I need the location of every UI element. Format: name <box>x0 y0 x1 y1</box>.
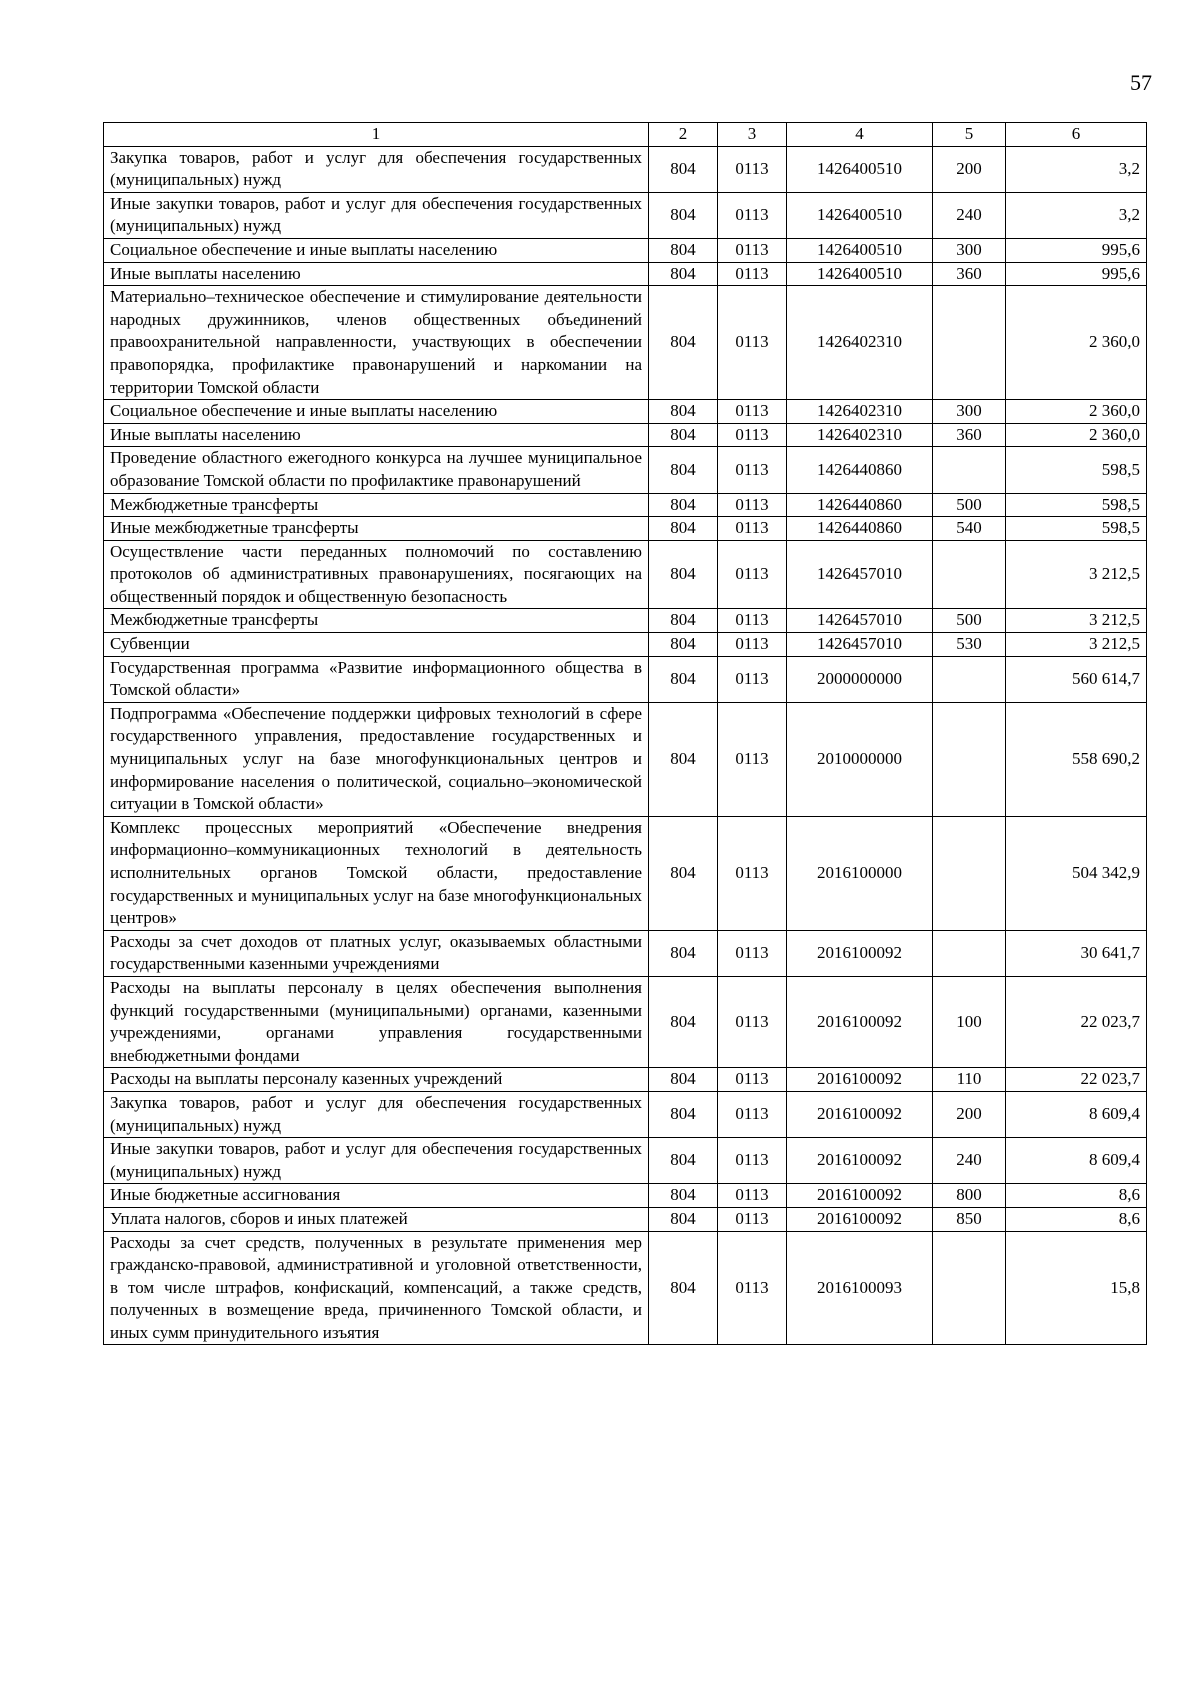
column-header-3: 3 <box>718 123 787 147</box>
row-col4-cell: 1426440860 <box>787 493 933 517</box>
table-row <box>104 930 1147 976</box>
row-col3-cell: 0113 <box>718 1068 787 1092</box>
row-name-cell: Расходы на выплаты персоналу казенных учреждений <box>104 1068 649 1092</box>
column-header-4: 4 <box>787 123 933 147</box>
row-name-cell: Социальное обеспечение и иные выплаты населению <box>104 238 649 262</box>
row-col3-cell: 0113 <box>718 1231 787 1345</box>
row-col6-cell: 3 212,5 <box>1006 633 1147 657</box>
row-col3-cell: 0113 <box>718 238 787 262</box>
row-col4-cell: 1426400510 <box>787 238 933 262</box>
row-col5-cell <box>933 930 1006 976</box>
row-col5-cell: 300 <box>933 400 1006 424</box>
row-col6-cell: 3 212,5 <box>1006 609 1147 633</box>
row-col6-cell: 22 023,7 <box>1006 976 1147 1067</box>
row-col3-cell: 0113 <box>718 1138 787 1184</box>
table-row <box>104 423 1147 447</box>
row-col2-cell: 804 <box>649 493 718 517</box>
row-col5-cell <box>933 656 1006 702</box>
row-col6-cell: 8,6 <box>1006 1184 1147 1208</box>
row-name-cell: Закупка товаров, работ и услуг для обеспечения государственных (муниципальных) нужд <box>104 146 649 192</box>
row-name-cell: Иные закупки товаров, работ и услуг для обеспечения государственных (муниципальных) нужд <box>104 1138 649 1184</box>
row-col2-cell: 804 <box>649 400 718 424</box>
row-col3-cell: 0113 <box>718 262 787 286</box>
column-header-5: 5 <box>933 123 1006 147</box>
row-col5-cell <box>933 1231 1006 1345</box>
row-col6-cell: 22 023,7 <box>1006 1068 1147 1092</box>
row-col5-cell: 200 <box>933 1091 1006 1137</box>
row-col4-cell: 1426400510 <box>787 192 933 238</box>
row-col5-cell: 540 <box>933 517 1006 541</box>
table-row <box>104 1207 1147 1231</box>
row-col5-cell: 100 <box>933 976 1006 1067</box>
row-col3-cell: 0113 <box>718 192 787 238</box>
row-col3-cell: 0113 <box>718 286 787 400</box>
row-col6-cell: 598,5 <box>1006 493 1147 517</box>
table-row <box>104 540 1147 609</box>
row-col5-cell <box>933 702 1006 816</box>
row-col5-cell: 360 <box>933 423 1006 447</box>
row-col4-cell: 1426457010 <box>787 609 933 633</box>
row-col6-cell: 3,2 <box>1006 146 1147 192</box>
row-name-cell: Закупка товаров, работ и услуг для обеспечения государственных (муниципальных) нужд <box>104 1091 649 1137</box>
row-col2-cell: 804 <box>649 286 718 400</box>
row-name-cell: Иные закупки товаров, работ и услуг для обеспечения государственных (муниципальных) нужд <box>104 192 649 238</box>
row-col3-cell: 0113 <box>718 447 787 493</box>
row-col5-cell: 500 <box>933 493 1006 517</box>
row-col3-cell: 0113 <box>718 1091 787 1137</box>
table-header-row <box>104 123 1147 147</box>
column-header-2: 2 <box>649 123 718 147</box>
row-col2-cell: 804 <box>649 423 718 447</box>
row-name-cell: Подпрограмма «Обеспечение поддержки цифровых технологий в сфере государственного управления, предоставление государственных и муниципальных услуг на базе многофункциональных центров и информирование населения о политической, социально–экономической ситуации в Томской области» <box>104 702 649 816</box>
row-name-cell: Иные выплаты населению <box>104 423 649 447</box>
row-col4-cell: 2016100092 <box>787 1184 933 1208</box>
row-col5-cell <box>933 540 1006 609</box>
row-col4-cell: 2016100092 <box>787 1068 933 1092</box>
row-col5-cell: 240 <box>933 1138 1006 1184</box>
row-col3-cell: 0113 <box>718 540 787 609</box>
row-col5-cell: 850 <box>933 1207 1006 1231</box>
row-col5-cell: 800 <box>933 1184 1006 1208</box>
row-col3-cell: 0113 <box>718 633 787 657</box>
row-name-cell: Межбюджетные трансферты <box>104 493 649 517</box>
table-row <box>104 447 1147 493</box>
row-col4-cell: 1426402310 <box>787 423 933 447</box>
row-col6-cell: 598,5 <box>1006 517 1147 541</box>
row-col2-cell: 804 <box>649 238 718 262</box>
row-name-cell: Иные выплаты населению <box>104 262 649 286</box>
row-col5-cell <box>933 447 1006 493</box>
row-col3-cell: 0113 <box>718 423 787 447</box>
column-header-6: 6 <box>1006 123 1147 147</box>
row-name-cell: Осуществление части переданных полномочий по составлению протоколов об административных правонарушениях, посягающих на общественный порядок и общественную безопасность <box>104 540 649 609</box>
row-name-cell: Расходы за счет доходов от платных услуг, оказываемых областными государственными казенными учреждениями <box>104 930 649 976</box>
table-body <box>104 146 1147 1345</box>
row-col6-cell: 598,5 <box>1006 447 1147 493</box>
row-col2-cell: 804 <box>649 656 718 702</box>
table-row <box>104 976 1147 1067</box>
table-row <box>104 609 1147 633</box>
table-row <box>104 702 1147 816</box>
row-col2-cell: 804 <box>649 1068 718 1092</box>
row-col6-cell: 504 342,9 <box>1006 816 1147 930</box>
row-col6-cell: 15,8 <box>1006 1231 1147 1345</box>
row-col5-cell <box>933 816 1006 930</box>
row-col6-cell: 560 614,7 <box>1006 656 1147 702</box>
table-row <box>104 1184 1147 1208</box>
row-col6-cell: 995,6 <box>1006 262 1147 286</box>
row-col4-cell: 1426400510 <box>787 262 933 286</box>
row-col6-cell: 3 212,5 <box>1006 540 1147 609</box>
row-col3-cell: 0113 <box>718 517 787 541</box>
row-col5-cell: 500 <box>933 609 1006 633</box>
row-col5-cell: 300 <box>933 238 1006 262</box>
page-number: 57 <box>1130 70 1152 95</box>
row-col4-cell: 1426457010 <box>787 540 933 609</box>
row-col4-cell: 2000000000 <box>787 656 933 702</box>
row-col3-cell: 0113 <box>718 609 787 633</box>
row-name-cell: Межбюджетные трансферты <box>104 609 649 633</box>
row-name-cell: Расходы за счет средств, полученных в результате применения мер гражданско-правовой, административной и уголовной ответственности, в том числе штрафов, конфискаций, компенсаций, а также средств, полученных в возмещение вреда, причиненного Томской области, и иных сумм принудительного изъятия <box>104 1231 649 1345</box>
row-col2-cell: 804 <box>649 1207 718 1231</box>
row-col2-cell: 804 <box>649 1231 718 1345</box>
row-col3-cell: 0113 <box>718 400 787 424</box>
table-row <box>104 1068 1147 1092</box>
row-col6-cell: 8 609,4 <box>1006 1091 1147 1137</box>
row-col4-cell: 2016100092 <box>787 930 933 976</box>
row-col4-cell: 1426402310 <box>787 400 933 424</box>
row-name-cell: Субвенции <box>104 633 649 657</box>
row-col6-cell: 2 360,0 <box>1006 423 1147 447</box>
row-col3-cell: 0113 <box>718 146 787 192</box>
row-col4-cell: 2016100092 <box>787 976 933 1067</box>
row-name-cell: Социальное обеспечение и иные выплаты населению <box>104 400 649 424</box>
row-col6-cell: 2 360,0 <box>1006 286 1147 400</box>
row-name-cell: Уплата налогов, сборов и иных платежей <box>104 1207 649 1231</box>
table-row <box>104 192 1147 238</box>
row-col5-cell: 200 <box>933 146 1006 192</box>
row-col5-cell: 360 <box>933 262 1006 286</box>
row-col4-cell: 1426440860 <box>787 517 933 541</box>
row-name-cell: Иные межбюджетные трансферты <box>104 517 649 541</box>
row-col2-cell: 804 <box>649 816 718 930</box>
row-col3-cell: 0113 <box>718 816 787 930</box>
table-row <box>104 286 1147 400</box>
row-col2-cell: 804 <box>649 976 718 1067</box>
table-row <box>104 146 1147 192</box>
row-col4-cell: 2010000000 <box>787 702 933 816</box>
row-col4-cell: 2016100092 <box>787 1138 933 1184</box>
column-header-1: 1 <box>104 123 649 147</box>
row-col6-cell: 30 641,7 <box>1006 930 1147 976</box>
table-row <box>104 1091 1147 1137</box>
row-name-cell: Государственная программа «Развитие информационного общества в Томской области» <box>104 656 649 702</box>
row-col4-cell: 1426400510 <box>787 146 933 192</box>
table-row <box>104 633 1147 657</box>
row-name-cell: Расходы на выплаты персоналу в целях обеспечения выполнения функций государственными (муниципальными) органами, казенными учреждениями, органами управления государственными внебюджетными фондами <box>104 976 649 1067</box>
table-row <box>104 262 1147 286</box>
row-col2-cell: 804 <box>649 702 718 816</box>
row-col2-cell: 804 <box>649 517 718 541</box>
row-col2-cell: 804 <box>649 930 718 976</box>
row-col3-cell: 0113 <box>718 1184 787 1208</box>
budget-table <box>103 122 1147 1345</box>
row-col4-cell: 1426440860 <box>787 447 933 493</box>
row-col2-cell: 804 <box>649 1091 718 1137</box>
row-col6-cell: 3,2 <box>1006 192 1147 238</box>
row-name-cell: Комплекс процессных мероприятий «Обеспечение внедрения информационно–коммуникационных технологий в деятельность исполнительных органов Томской области, предоставление государственных и муниципальных услуг на базе многофункциональных центров» <box>104 816 649 930</box>
row-col4-cell: 1426457010 <box>787 633 933 657</box>
table-row <box>104 656 1147 702</box>
row-col4-cell: 1426402310 <box>787 286 933 400</box>
table-row <box>104 1138 1147 1184</box>
row-col2-cell: 804 <box>649 609 718 633</box>
table-row <box>104 493 1147 517</box>
row-col2-cell: 804 <box>649 540 718 609</box>
table-row <box>104 238 1147 262</box>
row-col3-cell: 0113 <box>718 656 787 702</box>
row-col3-cell: 0113 <box>718 702 787 816</box>
row-col4-cell: 2016100092 <box>787 1207 933 1231</box>
row-col3-cell: 0113 <box>718 1207 787 1231</box>
table-row <box>104 1231 1147 1345</box>
row-col3-cell: 0113 <box>718 976 787 1067</box>
row-col5-cell: 530 <box>933 633 1006 657</box>
row-col6-cell: 995,6 <box>1006 238 1147 262</box>
row-name-cell: Материально–техническое обеспечение и стимулирование деятельности народных дружинников, членов общественных объединений правоохранительной направленности, участвующих в обеспечении правопорядка, профилактике правонарушений и наркомании на территории Томской области <box>104 286 649 400</box>
table-row <box>104 517 1147 541</box>
row-col2-cell: 804 <box>649 146 718 192</box>
row-col6-cell: 8 609,4 <box>1006 1138 1147 1184</box>
row-col2-cell: 804 <box>649 192 718 238</box>
row-col2-cell: 804 <box>649 633 718 657</box>
row-col6-cell: 8,6 <box>1006 1207 1147 1231</box>
row-col2-cell: 804 <box>649 1138 718 1184</box>
table-row <box>104 816 1147 930</box>
row-col2-cell: 804 <box>649 447 718 493</box>
row-col2-cell: 804 <box>649 262 718 286</box>
row-col5-cell: 110 <box>933 1068 1006 1092</box>
row-col3-cell: 0113 <box>718 930 787 976</box>
row-col4-cell: 2016100000 <box>787 816 933 930</box>
row-col4-cell: 2016100093 <box>787 1231 933 1345</box>
row-col3-cell: 0113 <box>718 493 787 517</box>
row-col5-cell: 240 <box>933 192 1006 238</box>
row-col5-cell <box>933 286 1006 400</box>
row-col6-cell: 2 360,0 <box>1006 400 1147 424</box>
row-col4-cell: 2016100092 <box>787 1091 933 1137</box>
row-name-cell: Иные бюджетные ассигнования <box>104 1184 649 1208</box>
row-col2-cell: 804 <box>649 1184 718 1208</box>
row-name-cell: Проведение областного ежегодного конкурса на лучшее муниципальное образование Томской области по профилактике правонарушений <box>104 447 649 493</box>
table-row <box>104 400 1147 424</box>
row-col6-cell: 558 690,2 <box>1006 702 1147 816</box>
